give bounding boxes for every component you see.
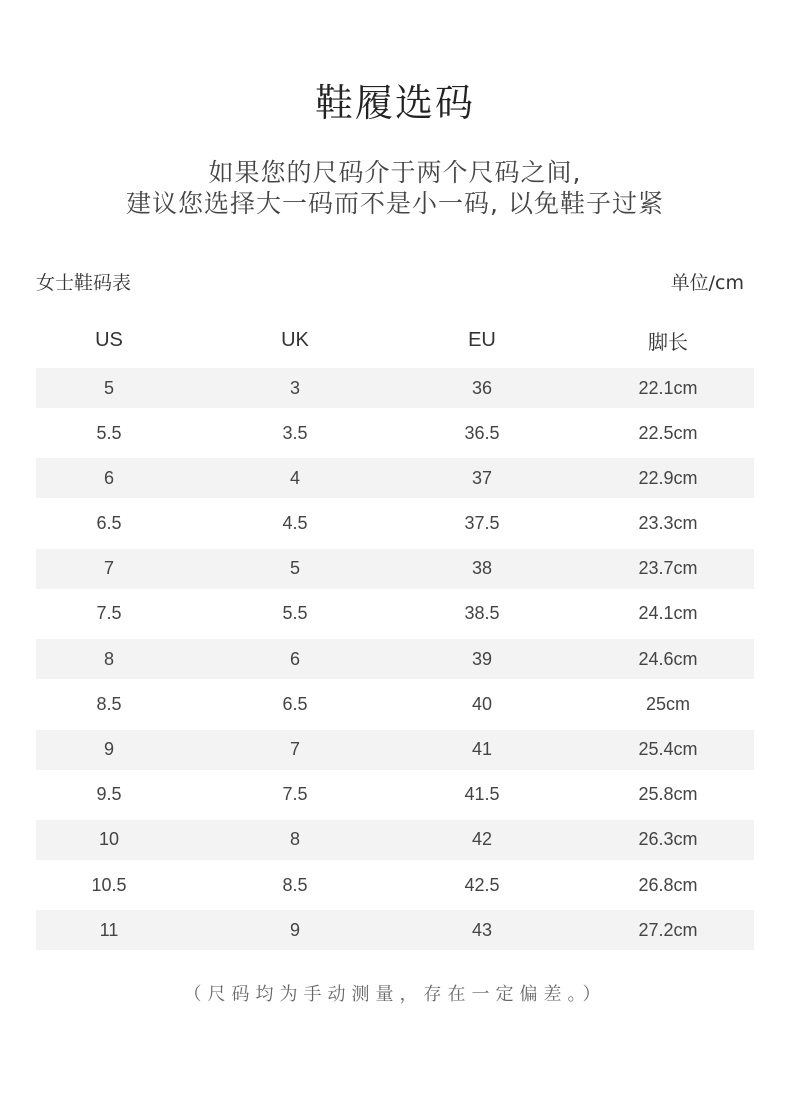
cell-uk: 5 <box>289 558 300 579</box>
header-eu: EU <box>468 328 496 351</box>
table-row <box>36 594 754 634</box>
header-foot-length: 脚长 <box>648 331 688 354</box>
table-row <box>36 549 754 589</box>
cell-foot-length: 23.7cm <box>638 558 698 579</box>
cell-eu: 41.5 <box>464 784 500 805</box>
cell-foot-length: 27.2cm <box>638 919 698 940</box>
cell-foot-length: 22.5cm <box>638 422 698 443</box>
cell-foot-length: 25.8cm <box>638 784 698 805</box>
cell-uk: 7 <box>289 739 300 759</box>
cell-eu: 40 <box>471 693 493 714</box>
subtitle-line-1: 如果您的尺码介于两个尺码之间, <box>208 158 582 187</box>
cell-eu: 43 <box>471 919 493 940</box>
cell-eu: 42 <box>471 829 493 850</box>
table-row <box>36 910 754 950</box>
measurement-note: （尺码均为手动测量，存在一定偏差。） <box>183 984 607 1005</box>
cell-uk: 8 <box>289 829 300 850</box>
cell-us: 10 <box>98 829 120 850</box>
size-table-body <box>36 368 754 955</box>
cell-eu: 38 <box>471 558 493 579</box>
cell-us: 6 <box>103 467 114 488</box>
cell-us: 11 <box>99 919 119 940</box>
table-row <box>36 458 754 498</box>
cell-foot-length: 25.4cm <box>638 739 698 759</box>
cell-uk: 5.5 <box>282 603 308 624</box>
cell-eu: 38.5 <box>464 603 500 624</box>
unit-label: 单位/cm <box>670 272 744 294</box>
cell-uk: 9 <box>289 919 300 940</box>
cell-eu: 42.5 <box>464 874 500 895</box>
cell-eu: 39 <box>471 648 493 669</box>
header-uk: UK <box>281 328 309 351</box>
table-row <box>36 413 754 453</box>
cell-eu: 37.5 <box>464 513 500 534</box>
cell-us: 5.5 <box>96 422 122 443</box>
cell-foot-length: 26.8cm <box>638 874 698 895</box>
cell-us: 10.5 <box>91 874 127 895</box>
cell-uk: 6 <box>289 648 300 669</box>
cell-uk: 4 <box>289 467 300 488</box>
cell-eu: 36 <box>471 377 493 398</box>
subtitle-line-2: 建议您选择大一码而不是小一码, 以免鞋子过紧 <box>126 189 664 218</box>
cell-eu: 41 <box>471 739 493 759</box>
table-row <box>36 865 754 905</box>
cell-eu: 37 <box>471 467 493 488</box>
cell-us: 6.5 <box>96 513 122 534</box>
cell-foot-length: 24.6cm <box>638 648 698 669</box>
cell-foot-length: 24.1cm <box>638 603 698 624</box>
cell-uk: 3.5 <box>282 422 308 443</box>
cell-us: 5 <box>103 377 114 398</box>
cell-us: 8 <box>103 648 114 669</box>
table-caption: 女士鞋码表 <box>36 272 132 294</box>
cell-foot-length: 23.3cm <box>638 513 698 534</box>
table-header <box>36 325 754 355</box>
cell-uk: 8.5 <box>282 874 308 895</box>
header-us: US <box>95 328 123 351</box>
cell-uk: 3 <box>289 377 300 398</box>
table-row <box>36 639 754 679</box>
table-row <box>36 775 754 815</box>
cell-eu: 36.5 <box>464 422 500 443</box>
table-row <box>36 730 754 770</box>
cell-us: 7 <box>103 558 114 579</box>
cell-foot-length: 25cm <box>645 693 690 714</box>
cell-uk: 6.5 <box>282 693 308 714</box>
cell-uk: 7.5 <box>282 784 308 805</box>
table-row <box>36 820 754 860</box>
cell-us: 8.5 <box>96 693 122 714</box>
cell-uk: 4.5 <box>282 513 308 534</box>
table-row <box>36 684 754 724</box>
page-title: 鞋履选码 <box>314 81 475 125</box>
cell-us: 9.5 <box>96 784 122 805</box>
cell-us: 9 <box>103 739 114 759</box>
cell-foot-length: 22.1cm <box>638 377 698 398</box>
cell-foot-length: 22.9cm <box>638 467 698 488</box>
cell-us: 7.5 <box>96 603 122 624</box>
cell-foot-length: 26.3cm <box>638 829 698 850</box>
table-row <box>36 368 754 408</box>
table-row <box>36 504 754 544</box>
